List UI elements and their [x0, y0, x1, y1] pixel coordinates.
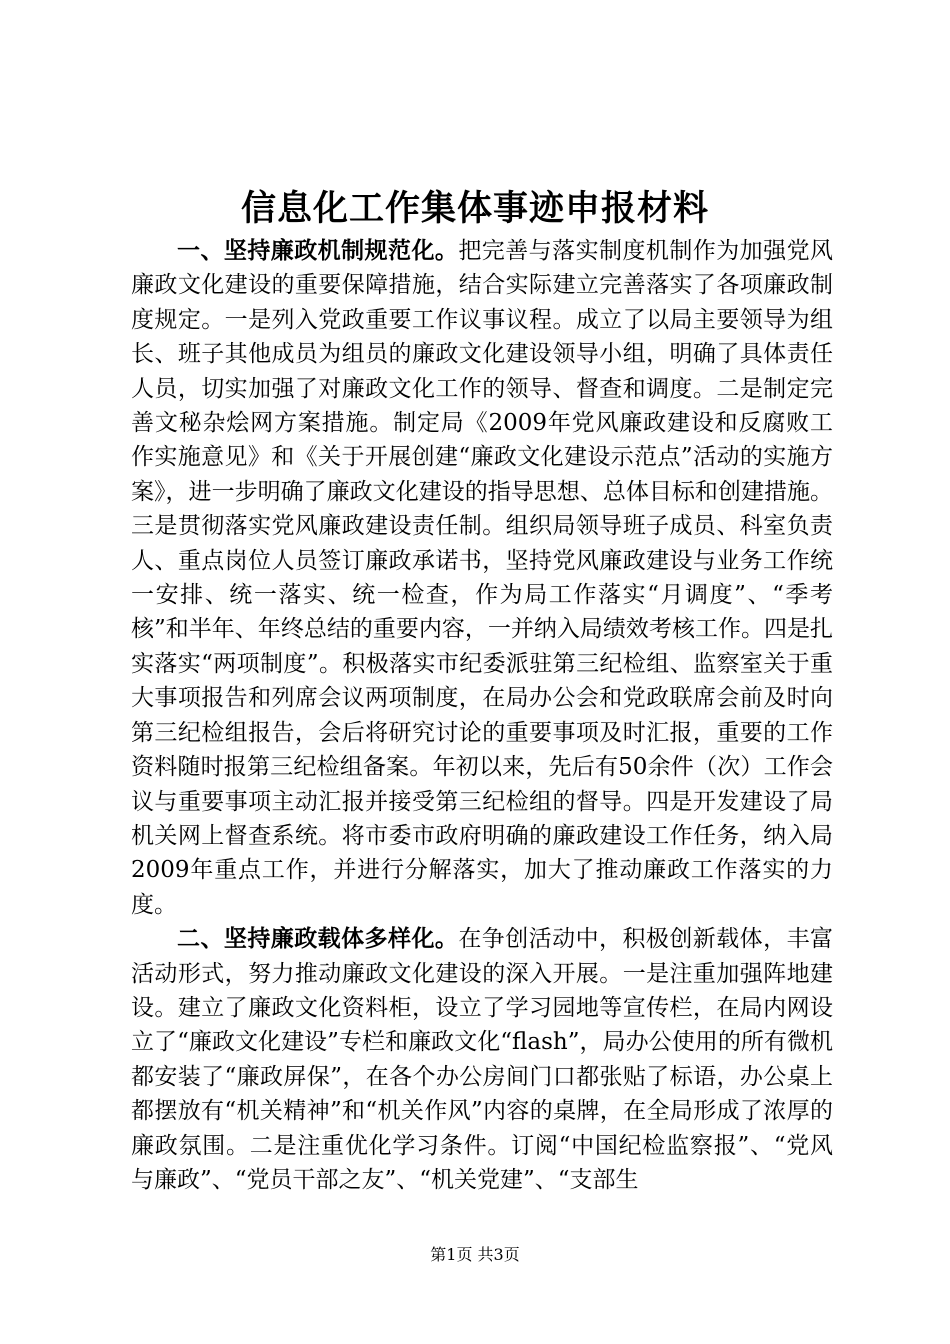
paragraph-2-heading: 二、坚持廉政载体多样化。: [177, 925, 459, 953]
document-title: 信息化工作集体事迹申报材料: [240, 188, 709, 229]
document-body: [131, 234, 833, 1197]
paragraph-2-text: 在争创活动中，积极创新载体，丰富活动形式，努力推动廉政文化建设的深入开展。一是注重加强阵地建设。建立了廉政文化资料柜，设立了学习园地等宣传栏，在局内网设立了“廉政文化建设”专栏和廉政文化“flash”，局办公使用的所有微机都安装了“廉政屏保”，在各个办公房间门口都张贴了标语，办公桌上都摆放有“机关精神”和“机关作风”内容的桌牌，在全局形成了浓厚的廉政氛围。二是注重优化学习条件。订阅“中国纪检监察报”、“党风与廉政”、“党员干部之友”、“机关党建”、“支部生: [131, 926, 834, 1193]
paragraph-1: [131, 234, 833, 922]
paragraph-1-heading: 一、坚持廉政机制规范化。: [177, 237, 459, 264]
page-number-footer: 第1页 共3页: [430, 1245, 520, 1264]
paragraph-1-text: 把完善与落实制度机制作为加强党风廉政文化建设的重要保障措施，结合实际建立完善落实了各项廉政制度规定。一是列入党政重要工作议事议程。成立了以局主要领导为组长、班子其他成员为组员的廉政文化建设领导小组，明确了具体责任人员，切实加强了对廉政文化工作的领导、督查和调度。二是制定完善文秘杂烩网方案措施。制定局《2009年党风廉政建设和反腐败工作实施意见》和《关于开展创建“廉政文化建设示范点”活动的实施方案》，进一步明确了廉政文化建设的指导思想、总体目标和创建措施。三是贯彻落实党风廉政建设责任制。组织局领导班子成员、科室负责人、重点岗位人员签订廉政承诺书，坚持党风廉政建设与业务工作统一安排、统一落实、统一检查，作为局工作落实“月调度”、“季考核”和半年、年终总结的重要内容，一并纳入局绩效考核工作。四是扎实落实“两项制度”。积极落实市纪委派驻第三纪检组、监察室关于重大事项报告和列席会议两项制度，在局办公会和党政联席会前及时向第三纪检组报告，会后将研究讨论的重要事项及时汇报，重要的工作资料随时报第三纪检组备案。年初以来，先后有50余件（次）工作会议与重要事项主动汇报并接受第三纪检组的督导。四是开发建设了局机关网上督查系统。将市委市政府明确的廉政建设工作任务，纳入局2009年重点工作，并进行分解落实，加大了推动廉政工作落实的力度。: [131, 238, 834, 918]
paragraph-2: [131, 922, 833, 1197]
